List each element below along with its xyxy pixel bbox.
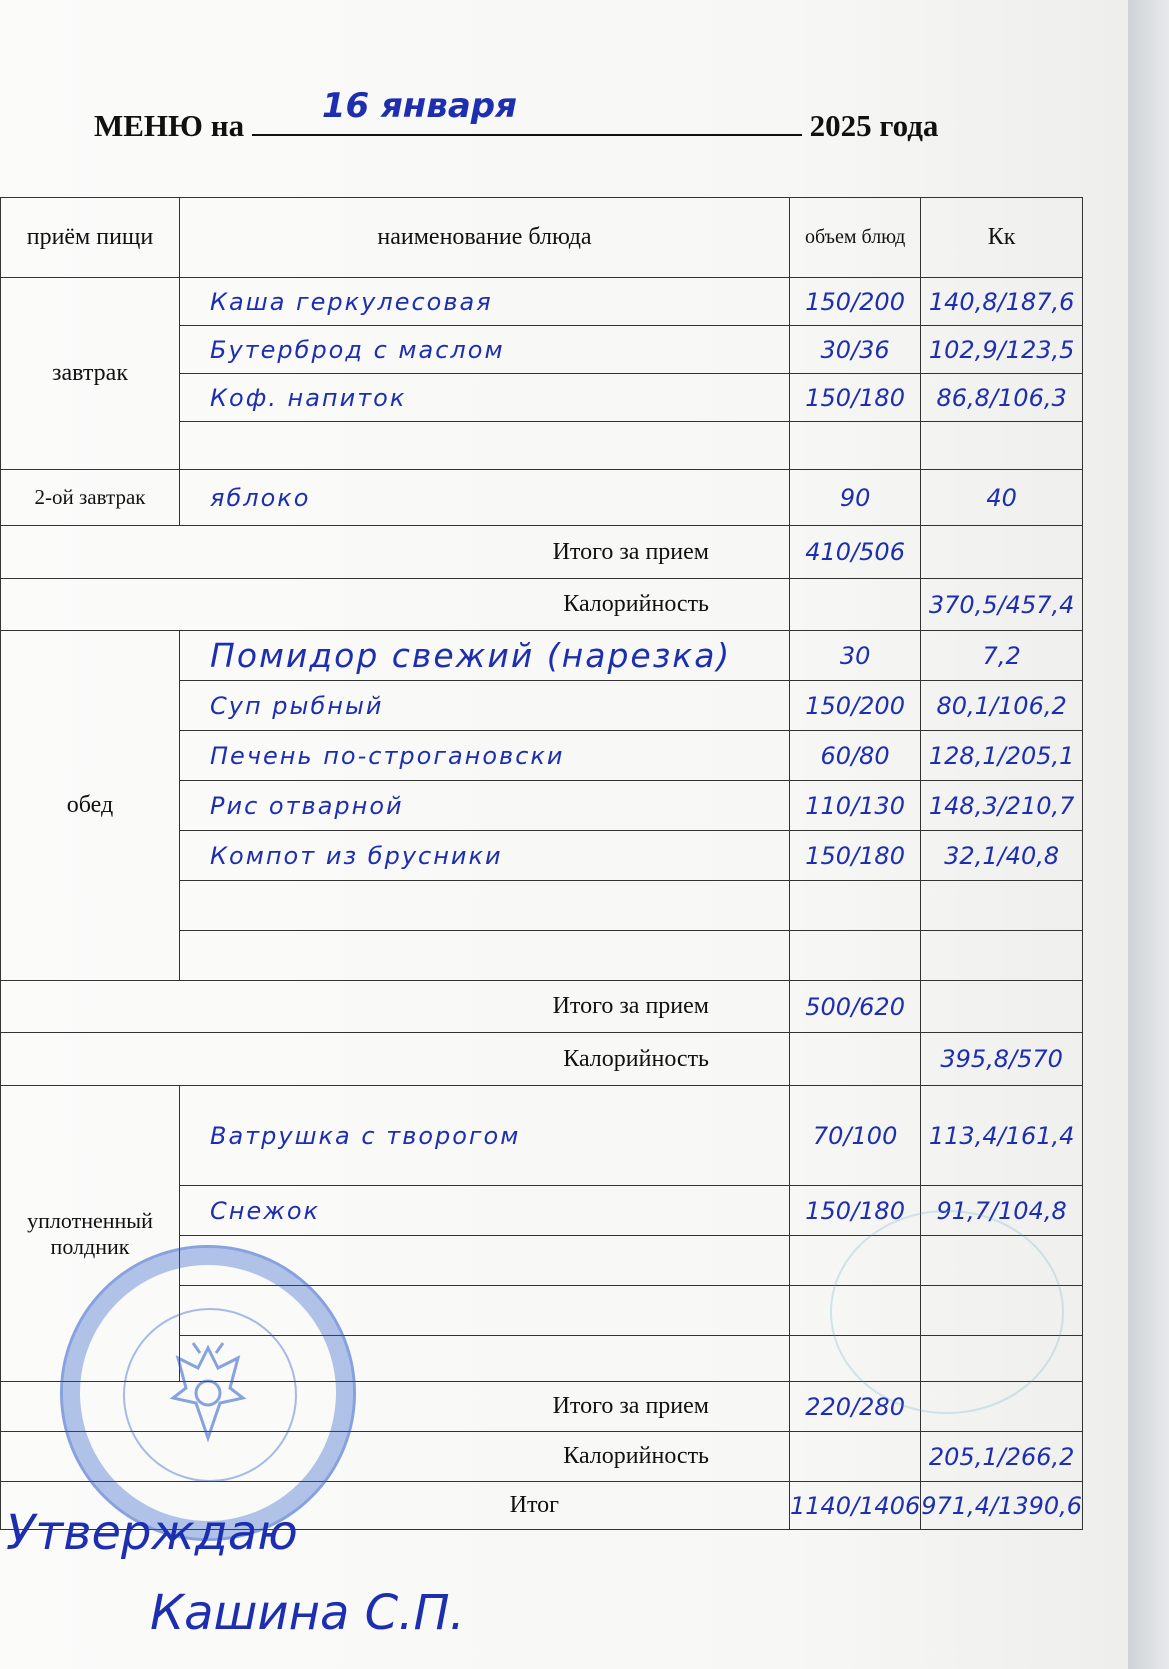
coat-of-arms-icon	[158, 1333, 258, 1453]
dish-name: Ватрушка с творогом	[180, 1086, 790, 1186]
calorie-label: Калорийность	[1, 1432, 790, 1482]
empty-cell	[790, 881, 921, 931]
calorie-row	[1, 579, 1083, 631]
calorie-row	[1, 1033, 1083, 1086]
dish-volume: 90	[790, 470, 921, 526]
date-line	[252, 86, 802, 136]
total-volume: 500/620	[790, 981, 921, 1033]
total-row	[1, 981, 1083, 1033]
calorie-label: Калорийность	[1, 579, 790, 631]
col-header-kcal: Кк	[921, 198, 1083, 278]
empty-cell	[180, 931, 790, 981]
empty-cell	[790, 1033, 921, 1086]
dish-kcal: 80,1/106,2	[921, 681, 1083, 731]
grand-total-label: Итог	[1, 1482, 790, 1530]
dish-name: Рис отварной	[180, 781, 790, 831]
empty-cell	[921, 981, 1083, 1033]
dish-name: Снежок	[180, 1186, 790, 1236]
dish-kcal: 91,7/104,8	[921, 1186, 1083, 1236]
dish-volume: 110/130	[790, 781, 921, 831]
total-label: Итого за прием	[1, 526, 790, 579]
dish-volume: 30	[790, 631, 921, 681]
dish-kcal: 113,4/161,4	[921, 1086, 1083, 1186]
empty-cell	[180, 422, 790, 470]
dish-kcal: 7,2	[921, 631, 1083, 681]
dish-name: Суп рыбный	[180, 681, 790, 731]
table-row	[1, 278, 1083, 326]
total-volume: 410/506	[790, 526, 921, 579]
dish-volume: 150/180	[790, 1186, 921, 1236]
handwritten-date: 16 января	[321, 86, 517, 126]
empty-cell	[790, 579, 921, 631]
empty-cell	[790, 1432, 921, 1482]
calorie-value: 370,5/457,4	[921, 579, 1083, 631]
col-header-dish: наименование блюда	[180, 198, 790, 278]
meal-snack: уплотненный полдник	[1, 1086, 180, 1382]
title-year: 2025 года	[809, 108, 939, 143]
dish-kcal: 40	[921, 470, 1083, 526]
table-row	[1, 470, 1083, 526]
grand-total-volume: 1140/1406	[790, 1482, 921, 1530]
dish-kcal: 128,1/205,1	[921, 731, 1083, 781]
official-stamp	[60, 1245, 356, 1541]
empty-cell	[790, 931, 921, 981]
dish-name: Коф. напиток	[180, 374, 790, 422]
empty-cell	[790, 422, 921, 470]
dish-kcal: 86,8/106,3	[921, 374, 1083, 422]
page-edge	[1128, 0, 1169, 1669]
title-prefix: МЕНЮ на	[94, 108, 245, 143]
total-row	[1, 526, 1083, 579]
col-header-volume: объем блюд	[790, 198, 921, 278]
empty-cell	[921, 422, 1083, 470]
calorie-value: 395,8/570	[921, 1033, 1083, 1086]
dish-volume: 150/200	[790, 278, 921, 326]
dish-kcal: 102,9/123,5	[921, 326, 1083, 374]
dish-volume: 150/180	[790, 831, 921, 881]
empty-cell	[921, 526, 1083, 579]
dish-name: Бутерброд с маслом	[180, 326, 790, 374]
dish-volume: 150/200	[790, 681, 921, 731]
approval-signature: Утверждаю	[6, 1505, 298, 1561]
meal-second-breakfast: 2-ой завтрак	[1, 470, 180, 526]
total-label: Итого за прием	[1, 1382, 790, 1432]
table-row	[1, 631, 1083, 681]
dish-kcal: 140,8/187,6	[921, 278, 1083, 326]
table-row	[1, 1086, 1083, 1186]
meal-lunch: обед	[1, 631, 180, 981]
dish-name: Печень по-строгановски	[180, 731, 790, 781]
total-label: Итого за прием	[1, 981, 790, 1033]
total-volume: 220/280	[790, 1382, 921, 1432]
signatory-name: Кашина С.П.	[150, 1585, 465, 1641]
calorie-value: 205,1/266,2	[921, 1432, 1083, 1482]
grand-total-kcal: 971,4/1390,6	[921, 1482, 1083, 1530]
faint-stamp-mark	[830, 1210, 1064, 1414]
dish-kcal: 148,3/210,7	[921, 781, 1083, 831]
dish-name: Компот из брусники	[180, 831, 790, 881]
dish-volume: 150/180	[790, 374, 921, 422]
meal-breakfast: завтрак	[1, 278, 180, 470]
dish-volume: 30/36	[790, 326, 921, 374]
empty-cell	[921, 931, 1083, 981]
empty-cell	[180, 881, 790, 931]
dish-name: Помидор свежий (нарезка)	[180, 631, 790, 681]
dish-volume: 70/100	[790, 1086, 921, 1186]
dish-volume: 60/80	[790, 731, 921, 781]
calorie-label: Калорийность	[1, 1033, 790, 1086]
dish-name: яблоко	[180, 470, 790, 526]
empty-cell	[921, 881, 1083, 931]
col-header-meal: приём пищи	[1, 198, 180, 278]
menu-title	[94, 86, 939, 144]
dish-name: Каша геркулесовая	[180, 278, 790, 326]
dish-kcal: 32,1/40,8	[921, 831, 1083, 881]
